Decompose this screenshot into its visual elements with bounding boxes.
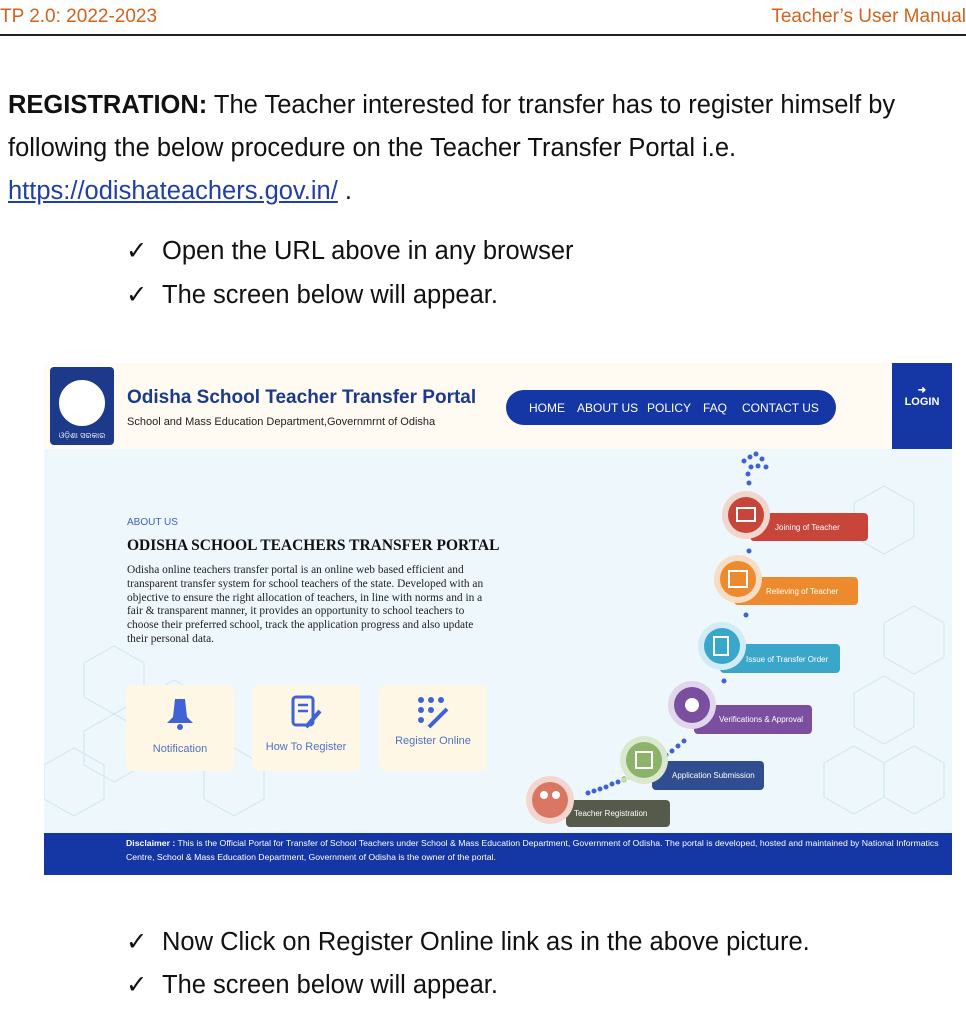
about-heading: ODISHA SCHOOL TEACHERS TRANSFER PORTAL	[127, 537, 500, 554]
portal-subtitle: School and Mass Education Department,Governmrnt of Odisha	[127, 416, 436, 428]
registration-text: The Teacher interested for transfer has to register himself by following the below procedure on the Teacher Transfer Portal i.e.	[8, 91, 896, 162]
nav-policy[interactable]: POLICY	[647, 401, 692, 415]
notification-label: Notification	[152, 743, 208, 755]
bullet-item	[126, 927, 810, 957]
bullet-item	[126, 970, 498, 1000]
check-icon: ✓	[126, 237, 148, 265]
bullet-text: Open the URL above in any browser	[162, 237, 574, 265]
disclaimer-label: Disclaimer :	[126, 838, 176, 848]
bullet-item	[126, 280, 498, 310]
login-label: LOGIN	[904, 396, 940, 408]
bullet-text: The screen below will appear.	[162, 971, 498, 999]
registration-end: .	[337, 177, 352, 205]
registration-paragraph	[8, 84, 966, 213]
nav-contact-us[interactable]: CONTACT US	[742, 401, 819, 415]
header-right: Teacher’s User Manual	[771, 6, 966, 27]
nav-about-us[interactable]: ABOUT US	[577, 401, 639, 415]
logo-text: ଓଡ଼ିଶା ସରକାର	[58, 431, 106, 440]
check-icon: ✓	[126, 281, 148, 309]
header-left: TP 2.0: 2022-2023	[0, 6, 158, 27]
how-to-register-label: How To Register	[265, 741, 347, 753]
register-online-label: Register Online	[395, 735, 471, 747]
page-header	[0, 0, 966, 36]
bullet-item	[126, 236, 574, 266]
about-text: Odisha online teachers transfer portal is an online web based efficient and transparent transfer system for school teachers of the state. Developed with an objective to ensure the right allocation of teachers, in line with norms and in a fair & transparent manner, it provides an opportunity to school teachers to choose their preferred school, track the application progress and also update their personal data.	[127, 564, 484, 645]
check-icon: ✓	[126, 971, 148, 999]
step-application: Application Submission	[672, 771, 755, 780]
portal-screenshot	[44, 363, 952, 875]
check-icon: ✓	[126, 928, 148, 956]
step-verification: Verifications & Approval	[719, 715, 804, 724]
transfer-steps-graphic	[44, 363, 952, 875]
nav-faq[interactable]: FAQ	[703, 401, 728, 415]
step-relieving: Relieving of Teacher	[766, 587, 839, 596]
disclaimer-bar	[44, 833, 952, 875]
bullet-text: The screen below will appear.	[162, 281, 498, 309]
nav-home[interactable]: HOME	[529, 401, 565, 415]
step-transfer-order: Issue of Transfer Order	[746, 655, 829, 664]
login-icon: ➜	[917, 385, 927, 396]
disclaimer-text: This is the Official Portal for Transfer of School Teachers under School & Mass Education Department, Government of Odisha. The portal is developed, hosted and maintained by National Informatics Centre, School & Mass Education Department, Government of Odisha is the owner of the portal.	[126, 838, 939, 862]
portal-url-link[interactable]: https://odishateachers.gov.in/	[8, 177, 338, 205]
registration-label: REGISTRATION:	[8, 91, 208, 119]
portal-title: Odisha School Teacher Transfer Portal	[127, 387, 477, 408]
step-registration: Teacher Registration	[574, 809, 648, 818]
step-joining: Joining of Teacher	[775, 523, 840, 532]
bullet-text: Now Click on Register Online link as in the above picture.	[162, 928, 810, 956]
about-kicker: ABOUT US	[127, 517, 178, 528]
